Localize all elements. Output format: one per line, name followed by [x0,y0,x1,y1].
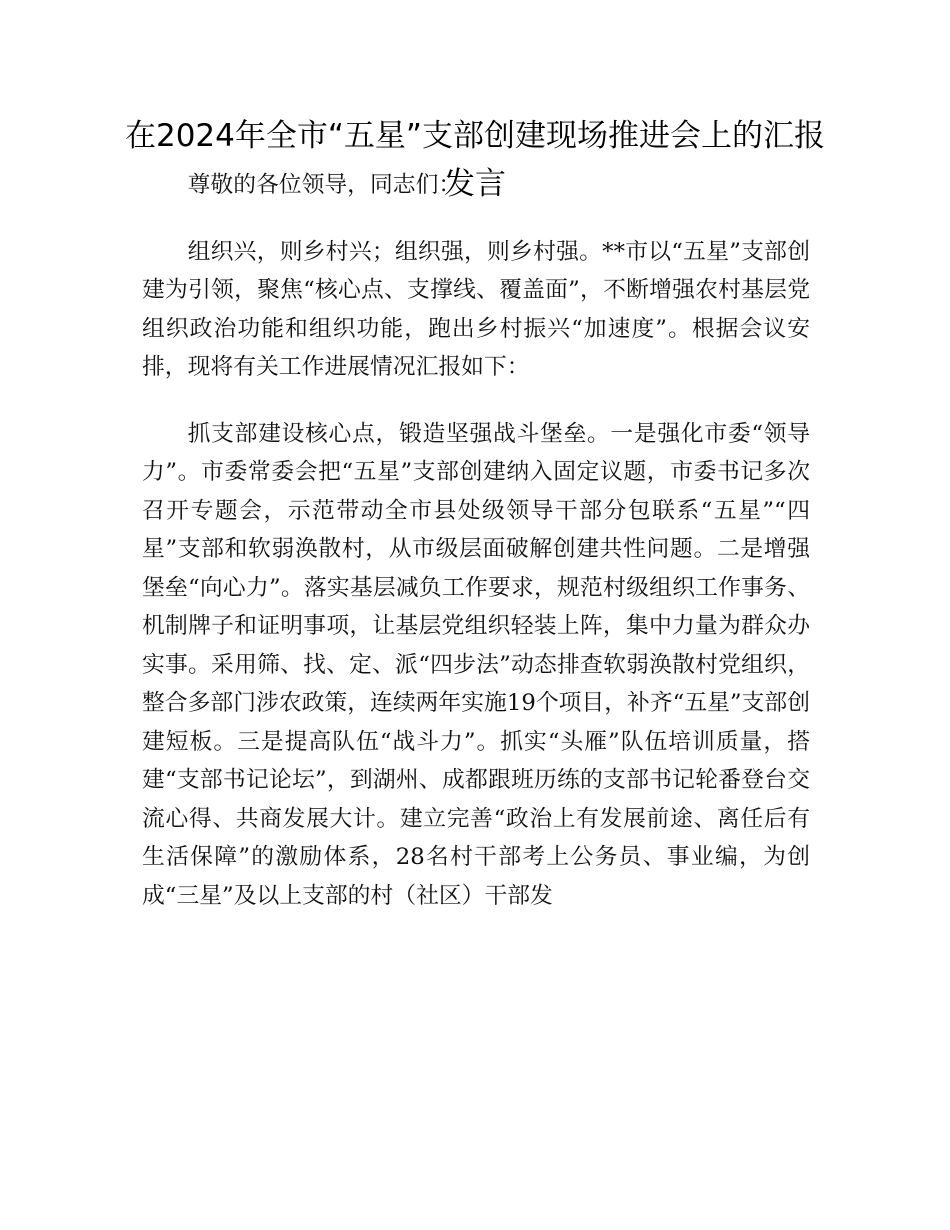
greeting: 尊敬的各位领导，同志们： [187,172,462,198]
paragraph-core-point: 抓支部建设核心点，锻造坚强战斗堡垒。一是强化市委“领导力”。市委常委会把“五星”支部创建纳入固定议题，市委书记多次召开专题会，示范带动全市县处级领导干部分包联系“五星”“四星”支部和软弱涣散村，从市级层面破解创建共性问题。二是增强堡垒“向心力”。落实基层减负工作要求，规范村级组织工作事务、机制牌子和证明事项，让基层党组织轻装上阵，集中力量为群众办实事。采用筛、找、定、派“四步法”动态排查软弱涣散村党组织，整合多部门涉农政策，连续两年实施19个项目，补齐“五星”支部创建短板。三是提高队伍“战斗力”。抓实“头雁”队伍培训质量，搭建“支部书记论坛”，到湖州、成都跟班历练的支部书记轮番登台交流心得、共商发展大计。建立完善“政治上有发展前途、离任后有生活保障”的激励体系，28名村干部考上公务员、事业编，为创成“三星”及以上支部的村（社区）干部发 [142,420,810,909]
document-body [142,160,810,915]
paragraph-intro: 组织兴，则乡村兴；组织强，则乡村强。**市以“五星”支部创建为引领，聚焦“核心点、支撑线、覆盖面”，不断增强农村基层党组织政治功能和组织功能，跑出乡村振兴“加速度”。根据会议安排，现将有关工作进展情况汇报如下： [142,238,810,380]
document-title: 在2024年全市“五星”支部创建现场推进会上的汇报发言 [124,118,825,202]
